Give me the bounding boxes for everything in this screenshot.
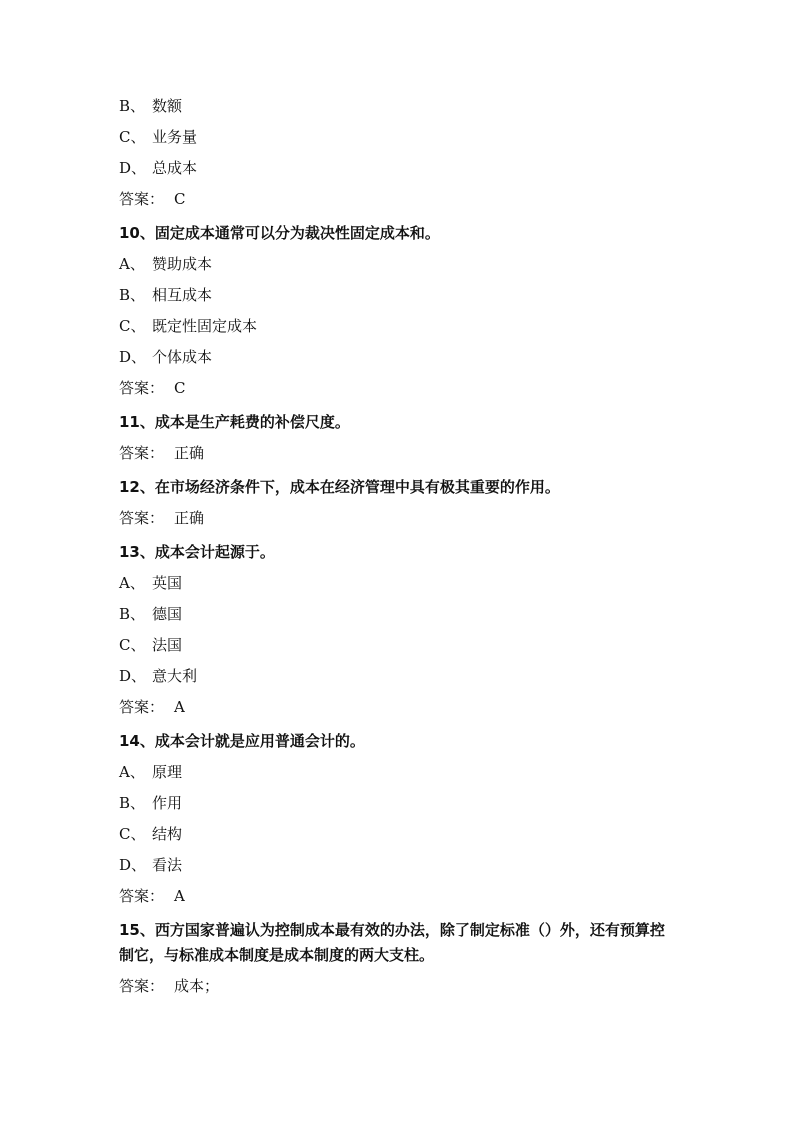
answer-label: 答案： <box>119 977 165 995</box>
option-text: 业务量 <box>152 128 198 146</box>
option-b <box>119 599 679 630</box>
question-list <box>119 91 679 1002</box>
answer-line <box>119 692 679 723</box>
option-letter: A、 <box>119 763 145 781</box>
option-text: 看法 <box>152 856 183 874</box>
answer-label: 答案： <box>119 190 165 208</box>
answer-label: 答案： <box>119 379 165 397</box>
answer-value: 正确 <box>174 444 205 462</box>
option-letter: C、 <box>119 636 146 654</box>
answer-label: 答案： <box>119 887 165 905</box>
option-letter: D、 <box>119 159 147 177</box>
answer-value: 成本； <box>174 977 220 995</box>
answer-value: 正确 <box>174 509 205 527</box>
option-a <box>119 568 679 599</box>
option-letter: A、 <box>119 255 145 273</box>
option-letter: C、 <box>119 128 146 146</box>
question-title: 12、在市场经济条件下，成本在经济管理中具有极其重要的作用。 <box>119 478 560 496</box>
answer-label: 答案： <box>119 698 165 716</box>
option-text: 法国 <box>152 636 183 654</box>
question-title: 14、成本会计就是应用普通会计的。 <box>119 732 365 750</box>
option-text: 结构 <box>152 825 183 843</box>
option-d <box>119 850 679 881</box>
option-letter: B、 <box>119 286 146 304</box>
option-c <box>119 819 679 850</box>
answer-value: A <box>174 698 185 716</box>
answer-line <box>119 881 679 912</box>
option-text: 原理 <box>152 763 183 781</box>
question-title: 11、成本是生产耗费的补偿尺度。 <box>119 413 350 431</box>
option-letter: B、 <box>119 794 146 812</box>
answer-line <box>119 503 679 534</box>
option-text: 作用 <box>152 794 183 812</box>
option-d <box>119 153 679 184</box>
option-c <box>119 122 679 153</box>
option-a <box>119 249 679 280</box>
option-letter: D、 <box>119 856 147 874</box>
answer-value: C <box>174 190 186 208</box>
option-letter: B、 <box>119 605 146 623</box>
option-c <box>119 311 679 342</box>
answer-line <box>119 184 679 215</box>
option-letter: D、 <box>119 348 147 366</box>
option-letter: B、 <box>119 97 146 115</box>
option-b <box>119 280 679 311</box>
question-title: 13、成本会计起源于。 <box>119 543 275 561</box>
option-letter: C、 <box>119 825 146 843</box>
answer-line <box>119 373 679 404</box>
option-text: 英国 <box>152 574 183 592</box>
answer-line <box>119 971 679 1002</box>
answer-label: 答案： <box>119 509 165 527</box>
option-text: 数额 <box>152 97 183 115</box>
option-text: 赞助成本 <box>152 255 213 273</box>
answer-line <box>119 438 679 469</box>
option-text: 个体成本 <box>152 348 213 366</box>
option-c <box>119 630 679 661</box>
option-letter: C、 <box>119 317 146 335</box>
option-text: 总成本 <box>152 159 198 177</box>
option-a <box>119 757 679 788</box>
option-text: 意大利 <box>152 667 198 685</box>
option-text: 既定性固定成本 <box>152 317 258 335</box>
question-title: 10、固定成本通常可以分为裁决性固定成本和。 <box>119 224 440 242</box>
option-b <box>119 91 679 122</box>
option-d <box>119 661 679 692</box>
answer-value: C <box>174 379 186 397</box>
answer-value: A <box>174 887 185 905</box>
option-letter: D、 <box>119 667 147 685</box>
option-text: 相互成本 <box>152 286 213 304</box>
option-text: 德国 <box>152 605 183 623</box>
answer-label: 答案： <box>119 444 165 462</box>
question-title: 15、西方国家普遍认为控制成本最有效的办法，除了制定标准（）外，还有预算控制它，与标准成本制度是成本制度的两大支柱。 <box>119 921 665 964</box>
option-b <box>119 788 679 819</box>
option-d <box>119 342 679 373</box>
option-letter: A、 <box>119 574 145 592</box>
